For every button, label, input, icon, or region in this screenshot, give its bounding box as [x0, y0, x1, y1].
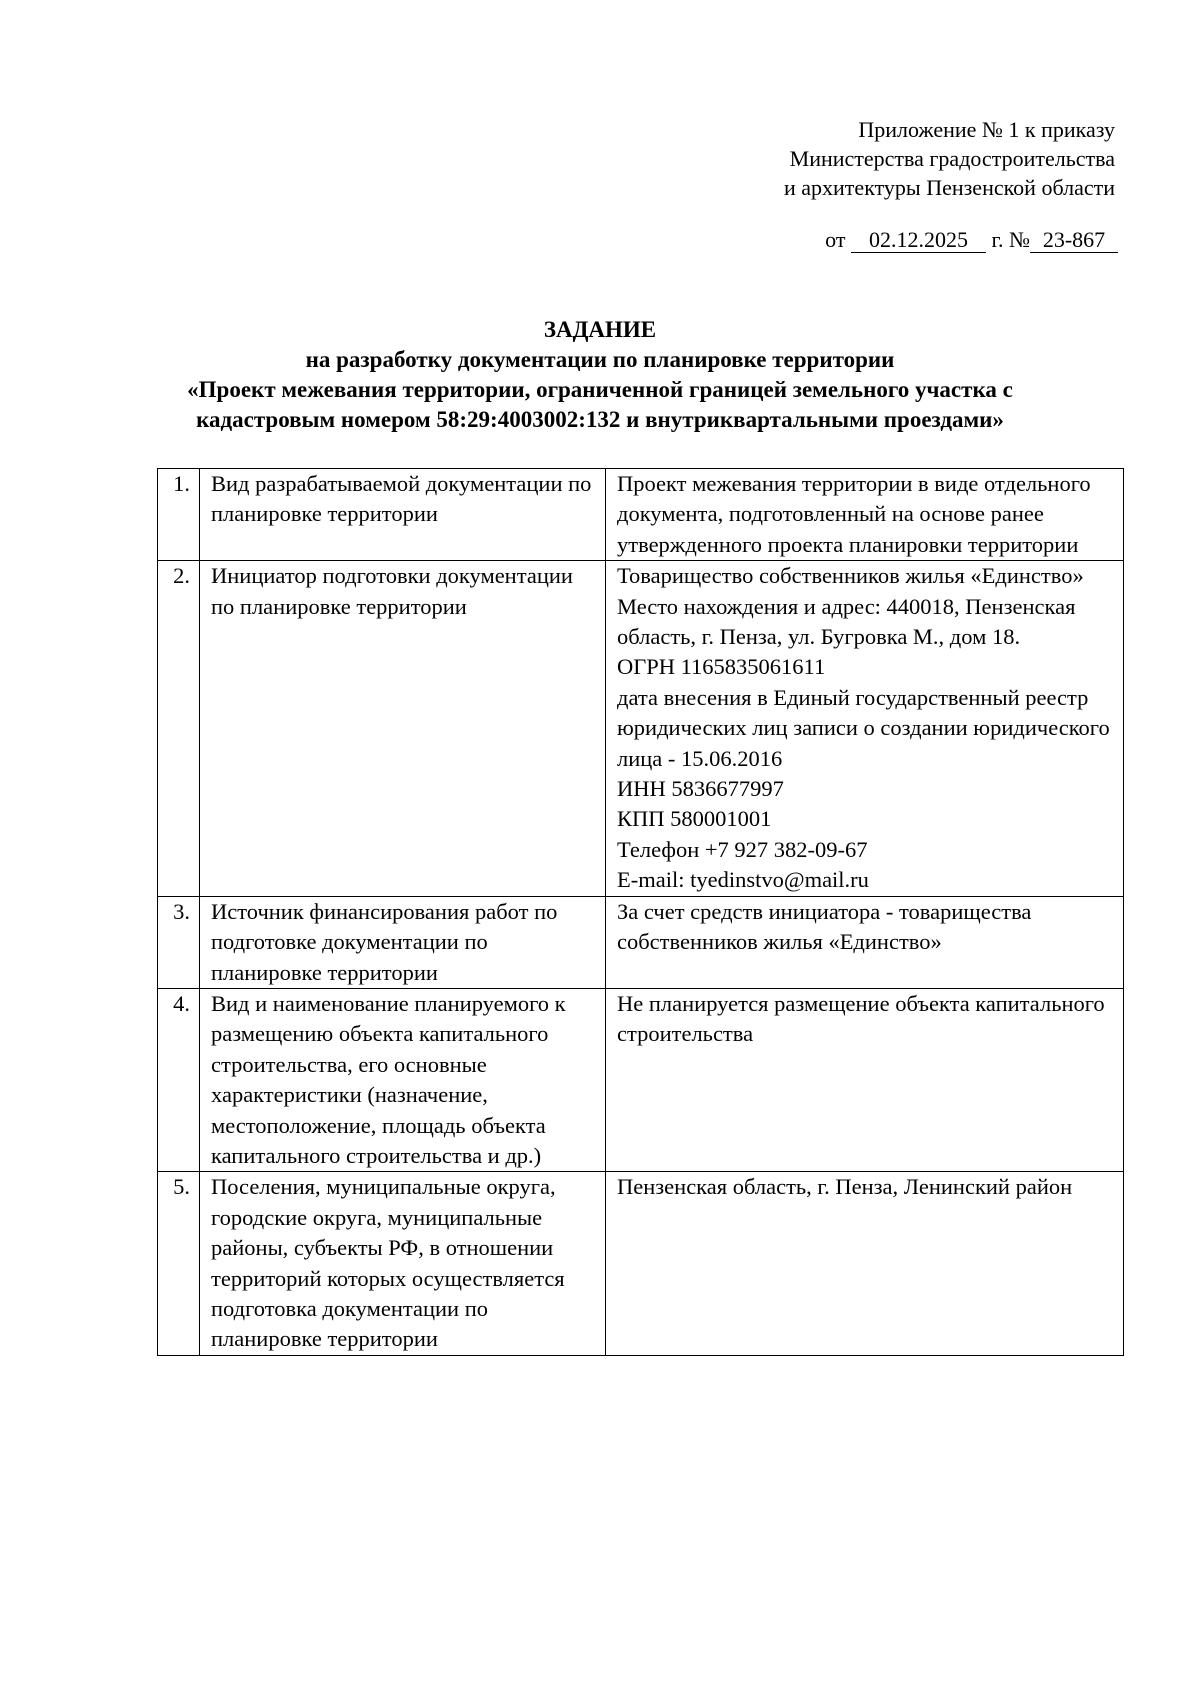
row-number: 2. — [158, 561, 200, 896]
row-label: Вид разрабатываемой документации по планировке территории — [200, 469, 606, 561]
appendix-line-3: и архитектуры Пензенской области — [784, 175, 1115, 200]
row-number: 1. — [158, 469, 200, 561]
row-label: Вид и наименование планируемого к размещению объекта капитального строительства, его основные характеристики (назначение, местоположение, площадь объекта капитального строительства и др.) — [200, 988, 606, 1171]
order-prefix: от — [825, 227, 846, 252]
row-label: Источник финансирования работ по подготовке документации по планировке территории — [200, 896, 606, 988]
order-date: 02.12.2025 — [851, 228, 986, 253]
row-label: Поселения, муниципальные округа, городские округа, муниципальные районы, субъекты РФ, в отношении территорий которых осуществляется подготовка документации по планировке территории — [200, 1172, 606, 1355]
row-value: За счет средств инициатора - товарищества собственников жилья «Единство» — [606, 896, 1124, 988]
table-row — [158, 988, 1124, 1171]
table-row — [158, 561, 1124, 896]
order-reference — [825, 226, 1118, 254]
row-number: 5. — [158, 1172, 200, 1355]
title-heading: ЗАДАНИЕ — [543, 317, 657, 342]
title-project-line-1: «Проект межевания территории, ограниченной границей земельного участка с — [187, 377, 1013, 402]
document-title — [0, 315, 1200, 435]
table-row — [158, 469, 1124, 561]
row-value: Товарищество собственников жилья «Единство» Место нахождения и адрес: 440018, Пензенская область, г. Пенза, ул. Бугровка М., дом 18. ОГРН 1165835061611 дата внесения в Единый государственный реестр юридических лиц записи о создании юридического лица - 15.06.2016 ИНН 5836677997 КПП 580001001 Телефон +7 927 382-09-67 E-mail: tyedinstvo@mail.ru — [606, 561, 1124, 896]
row-number: 3. — [158, 896, 200, 988]
order-number: 23-867 — [1030, 228, 1118, 253]
order-number-sign: № — [1009, 227, 1030, 252]
title-subheading: на разработку документации по планировке территории — [305, 347, 895, 372]
title-project-line-2: кадастровым номером 58:29:4003002:132 и внутриквартальными проездами» — [196, 407, 1004, 432]
row-number: 4. — [158, 988, 200, 1171]
row-value: Проект межевания территории в виде отдельного документа, подготовленный на основе ранее утвержденного проекта планировки территории — [606, 469, 1124, 561]
row-value: Не планируется размещение объекта капитального строительства — [606, 988, 1124, 1171]
appendix-line-2: Министерства градостроительства — [789, 146, 1115, 171]
appendix-header — [515, 115, 1115, 202]
appendix-line-1: Приложение № 1 к приказу — [858, 117, 1115, 142]
order-year-suffix: г. — [991, 227, 1004, 252]
task-table — [157, 468, 1124, 1356]
row-value: Пензенская область, г. Пенза, Ленинский район — [606, 1172, 1124, 1355]
table-row — [158, 1172, 1124, 1355]
row-label: Инициатор подготовки документации по планировке территории — [200, 561, 606, 896]
table-row — [158, 896, 1124, 988]
